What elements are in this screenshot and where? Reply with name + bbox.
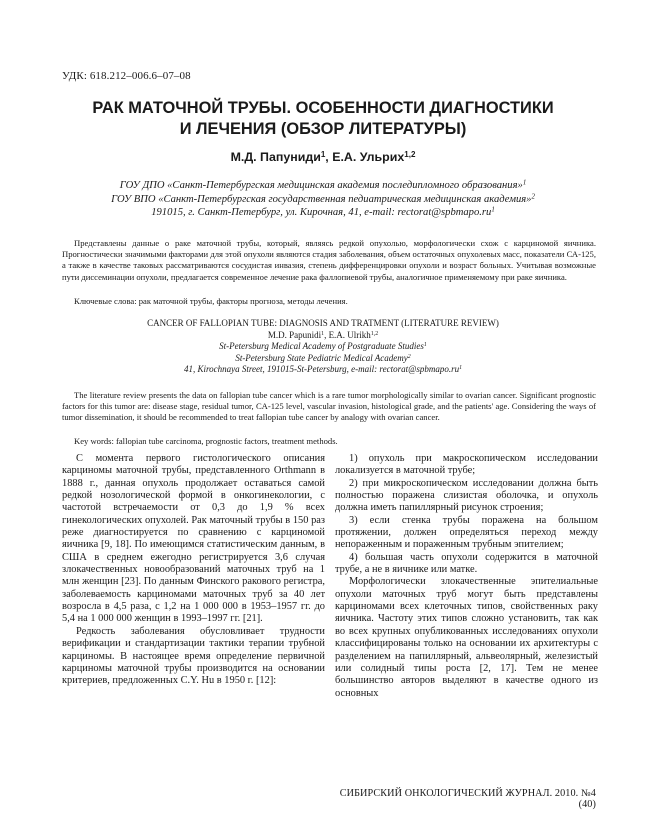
body-column-left (62, 453, 325, 688)
title-line-2: И ЛЕЧЕНИЯ (ОБЗОР ЛИТЕРАТУРЫ) (179, 120, 467, 138)
affiliation-1: ГОУ ДПО «Санкт-Петербургская медицинская академия последипломного образования»$^1$ (119, 179, 527, 191)
paragraph: Морфологически злокачественные эпителиальные опухоли маточных труб могут быть представлены карциномами всех клеточных типов, свойственных раку яичника. Частоту этих типов сложно установить, так как во всех крупных опубликованных исследованиях опухоли классифицированы только на основании их архитектуры с разделением на папиллярный, альвеолярный, железистый или солидный типы роста [2, 17]. Тем не менее большинство авторов выделяют в качестве одного из основных (335, 576, 598, 699)
english-authors: M.D. Papunidi$^1$, E.A. Ulrikh$^{1,2}$ (267, 329, 379, 340)
title-line-1: РАК МАТОЧНОЙ ТРУБЫ. ОСОБЕННОСТИ ДИАГНОСТИКИ (92, 99, 554, 117)
english-affiliation-1: St-Petersburg Medical Academy of Postgraduate Studies$^1$ (219, 341, 427, 352)
english-affiliation-2: St-Petersburg State Pediatric Medical Academy$^2$ (235, 352, 411, 363)
journal-footer: СИБИРСКИЙ ОНКОЛОГИЧЕСКИЙ ЖУРНАЛ. 2010. №4 (40) (339, 788, 596, 810)
paragraph: Редкость заболевания обусловливает трудности верификации и стандартизации тактики терапии трубной карциномы. В настоящее время определение первичной карциномы маточной трубы производится на основании критериев, предложенных C.Y. Hu в 1950 г. [12]: (62, 625, 325, 687)
english-affiliation-address: 41, Kirochnaya Street, 191015-St-Petersburg, e-mail: $rectorat@spbmapo.ru^1$ (183, 364, 463, 375)
author-separator: , (325, 150, 333, 164)
abstract-english (62, 390, 596, 424)
author-list (40, 150, 606, 164)
keywords-russian: Ключевые слова: рак маточной трубы, факторы прогноза, методы лечения. (74, 296, 348, 306)
affiliations (40, 179, 606, 220)
criterion-4: 4) большая часть опухоли содержится в маточной трубе, а не в яичнике или матке. (335, 551, 598, 576)
criterion-2: 2) при микроскопическом исследовании должна быть полностью поражена слизистая оболочка, и опухоль должна иметь папиллярный рисунок строения; (335, 477, 598, 514)
english-title: CANCER OF FALLOPIAN TUBE: DIAGNOSIS AND TRATMENT (LITERATURE REVIEW) (147, 318, 499, 328)
article-title (40, 98, 606, 140)
keywords-english: Key words: fallopian tube carcinoma, prognostic factors, treatment methods. (74, 436, 338, 446)
criterion-1: 1) опухоль при макроскопическом исследовании локализуется в маточной трубе; (335, 453, 598, 477)
english-header (40, 318, 606, 376)
author-1-affil-mark: 1 (320, 149, 326, 159)
udc-code: УДК: 618.212–006.6–07–08 (62, 70, 191, 82)
abstract-russian (62, 238, 596, 283)
body-column-right (335, 453, 598, 700)
affiliation-2: ГОУ ВПО «Санкт-Петербургская государственная педиатрическая медицинская академия»$^2$ (111, 193, 535, 205)
paragraph: С момента первого гистологического описания карциномы маточной трубы, представленного Orthmann в 1888 г., данная опухоль продолжает оставаться самой редкой нозологической формой в онкогинекологии, с частотой встречаемости от 0,3 до 1,9 % всех гинекологических опухолей. Рак маточный трубы в 150 раз реже диагностируется по сравнению с карциномой яичника [9, 18]. По имеющимся статистическим данным, в США в среднем ежегодно регистрируется 3,6 случая злокачественных новообразований маточных труб на 1 млн женщин [23]. По данным Финского ракового регистра, заболеваемость карциномами маточных труб за 40 лет возросла в 4,5 раза, с 1,2 на 1 000 000 в 1953–1957 гг. до 5,4 на 1 000 000 женщин в 1993–1997 гг. [21]. (62, 453, 325, 625)
author-2-affil-mark: 1,2 (404, 149, 416, 159)
criterion-3: 3) если стенка трубы поражена на большом протяжении, должен определяться переход между непораженным и пораженным трубным эпителием; (335, 514, 598, 551)
author-1: М.Д. Папуниди (230, 150, 321, 164)
abstract-russian-text: Представлены данные о раке маточной трубы, который, являясь редкой опухолью, морфологически схож с карциномой яичника. Прогностически значимыми факторами для этой опухоли являются стадия заболевания, объем остаточных опухолевых масс, показатели СА-125, а также в качестве таковых рассматриваются сосудистая инвазия, степень дифференцировки опухоли и возраст больных. Учитывая возможные пути диссеминации опухоли, предлагается современное лечение рака фаллопиевой трубы, аналогичное применяемому при раке яичника. (62, 238, 596, 282)
author-2: Е.А. Ульрих (332, 150, 405, 164)
affiliation-address: 191015, г. Санкт-Петербург, ул. Кирочная, 41, e-mail: $rectorat@spbmapo.ru^1$ (151, 206, 495, 218)
abstract-english-text: The literature review presents the data on fallopian tube cancer which is a rare tumor morphologically similar to ovarian cancer. Significant prognostic factors for this tumor are: disease stage, residual tumor, CA-125 level, vascular invasion, histological grade, and the patients' age. Considering the ways of tumor dissemination, it should be recommended to treat fallopian tube cancer by analogy with ovarian cancer. (62, 390, 596, 423)
